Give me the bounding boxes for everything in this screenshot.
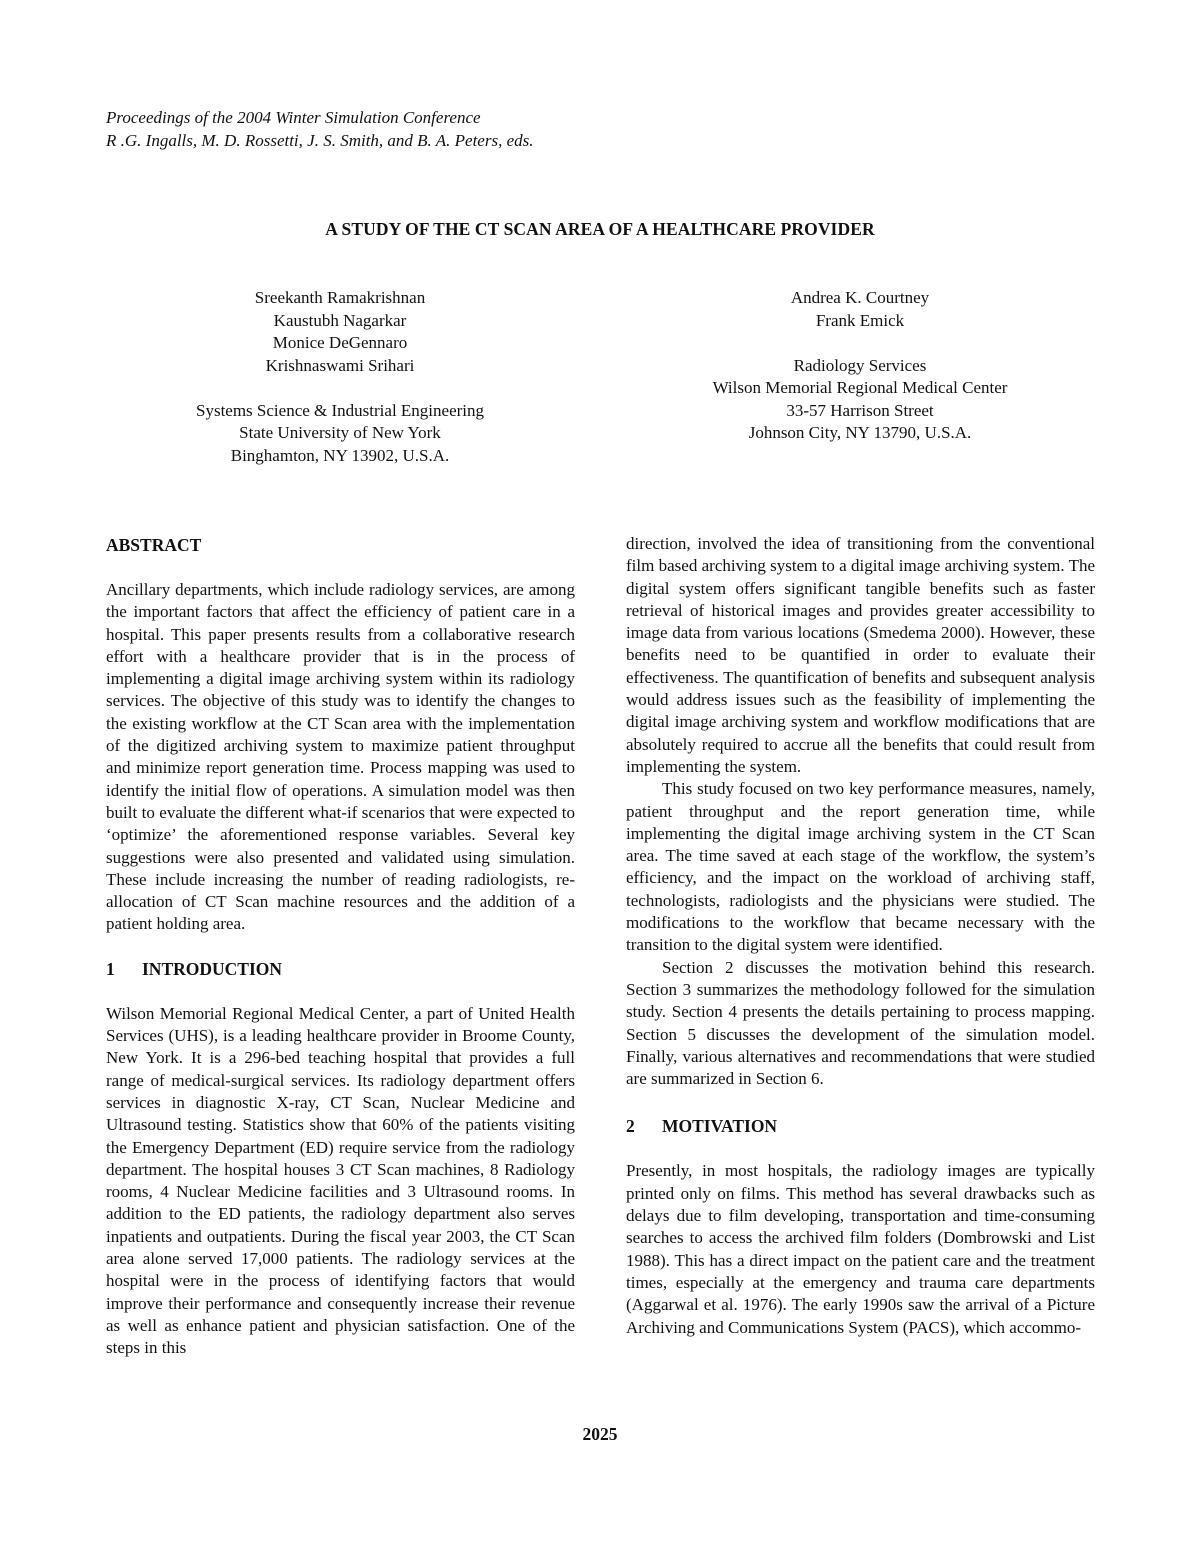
motivation-heading (626, 1114, 1095, 1138)
affiliation-street: 33-57 Harrison Street (786, 400, 934, 420)
section-number: 1 (106, 958, 115, 979)
proceedings-line-2: R .G. Ingalls, M. D. Rossetti, J. S. Smith, and B. A. Peters, eds. (106, 131, 534, 150)
abstract-heading: ABSTRACT (106, 535, 202, 555)
affiliation-org: Wilson Memorial Regional Medical Center (712, 378, 1008, 397)
author-name: Kaustubh Nagarkar (273, 310, 407, 330)
affiliation-dept: Radiology Services (793, 355, 927, 375)
section-title: INTRODUCTION (142, 958, 283, 979)
motivation-text: Presently, in most hospitals, the radiology images are typically printed only on films. This method has several drawbacks such as delays due to film developing, transportation and time-consuming searches to access the archived film folders (Dombrowski and List 1988). This has a direct impact on the patient care and the treatment times, especially at the emergency and trauma care departments (Aggarwal et al. 1976). The early 1990s saw the arrival of a Picture Archiving and Communications System (PACS), which accommo- (626, 1161, 1095, 1337)
authors-right-block (660, 287, 1060, 445)
paper-title: A STUDY OF THE CT SCAN AREA OF A HEALTHCARE PROVIDER (325, 219, 875, 239)
introduction-text: Wilson Memorial Regional Medical Center, a part of United Health Services (UHS), is a leading healthcare provider in Broome County, New York. It is a 296-bed teaching hospital that provides a full range of medical-surgical services. Its radiology department offers services in diagnostic X-ray, CT Scan, Nuclear Medicine and Ultrasound testing. Statistics show that 60% of the patients visiting the Emergency Department (ED) require service from the radiology department. The hospital houses 3 CT Scan machines, 8 Radiology rooms, 4 Nuclear Medicine facilities and 3 Ultrasound rooms. In addition to the ED patients, the radiology department also serves inpatients and outpatients. During the fiscal year 2003, the CT Scan area alone served 17,000 patients. The radiology services at the hospital were in the process of identifying factors that would improve their performance and consequently increase their revenue as well as enhance patient and physician satisfaction. One of the steps in this (106, 1003, 575, 1358)
introduction-heading (106, 957, 575, 981)
body-paragraph: direction, involved the idea of transitioning from the conventional film based archiving system to a digital image archiving system. The digital system offers significant tangible benefits such as faster retrieval of historical images and provides greater accessibility to image data from various locations (Smedema 2000). However, these benefits need to be quantified in order to evaluate their effectiveness. The quantification of benefits and subsequent analysis would address issues such as the feasibility of implementing the digital image archiving system and workflow modifications that are absolutely required to accrue all the benefits that could result from implementing the system. (626, 534, 1095, 776)
affiliation-address: Johnson City, NY 13790, U.S.A. (748, 423, 972, 442)
affiliation-address: Binghamton, NY 13902, U.S.A. (230, 445, 450, 465)
right-column (626, 533, 1095, 1339)
author-name: Sreekanth Ramakrishnan (254, 288, 426, 307)
body-paragraph: This study focused on two key performance measures, namely, patient throughput and the report generation time, while implementing the digital image archiving system in the CT Scan area. The time saved at each stage of the workflow, the system’s efficiency, and the impact on the workload of archiving staff, technologists, radiologists and the physicians were studied. The modifications to the workflow that became necessary with the transition to the digital system were identified. (626, 779, 1095, 955)
author-name: Andrea K. Courtney (790, 288, 930, 307)
authors-left-block (140, 287, 540, 467)
author-name: Monice DeGennaro (272, 333, 408, 352)
proceedings-header (106, 106, 533, 152)
proceedings-line-1: Proceedings of the 2004 Winter Simulation Conference (106, 108, 481, 127)
affiliation-dept: Systems Science & Industrial Engineering (196, 400, 484, 420)
abstract-text: Ancillary departments, which include radiology services, are among the important factors that affect the efficiency of patient care in a hospital. This paper presents results from a collaborative research effort with a healthcare provider that is in the process of implementing a digital image archiving system within its radiology services. The objective of this study was to identify the changes to the existing workflow at the CT Scan area with the implementation of the digitized archiving system to maximize patient throughput and minimize report generation time. Process mapping was used to identify the initial flow of operations. A simulation model was then built to evaluate the different what-if scenarios that were expected to ‘optimize’ the aforementioned response variables. Several key suggestions were also presented and validated using simulation. These include increasing the number of reading radiologists, re-allocation of CT Scan machine resources and the addition of a patient holding area. (106, 580, 575, 934)
page-number: 2025 (582, 1424, 618, 1444)
author-name: Krishnaswami Srihari (265, 355, 415, 375)
left-column (106, 533, 575, 1360)
author-name: Frank Emick (815, 310, 905, 330)
section-title: MOTIVATION (662, 1116, 778, 1137)
affiliation-org: State University of New York (239, 423, 441, 442)
body-paragraph: Section 2 discusses the motivation behind this research. Section 3 summarizes the methodology followed for the simulation study. Section 4 presents the details pertaining to process mapping. Section 5 discusses the development of the simulation model. Finally, various alternatives and recommendations that were studied are summarized in Section 6. (626, 957, 1095, 1089)
section-number: 2 (626, 1116, 635, 1137)
